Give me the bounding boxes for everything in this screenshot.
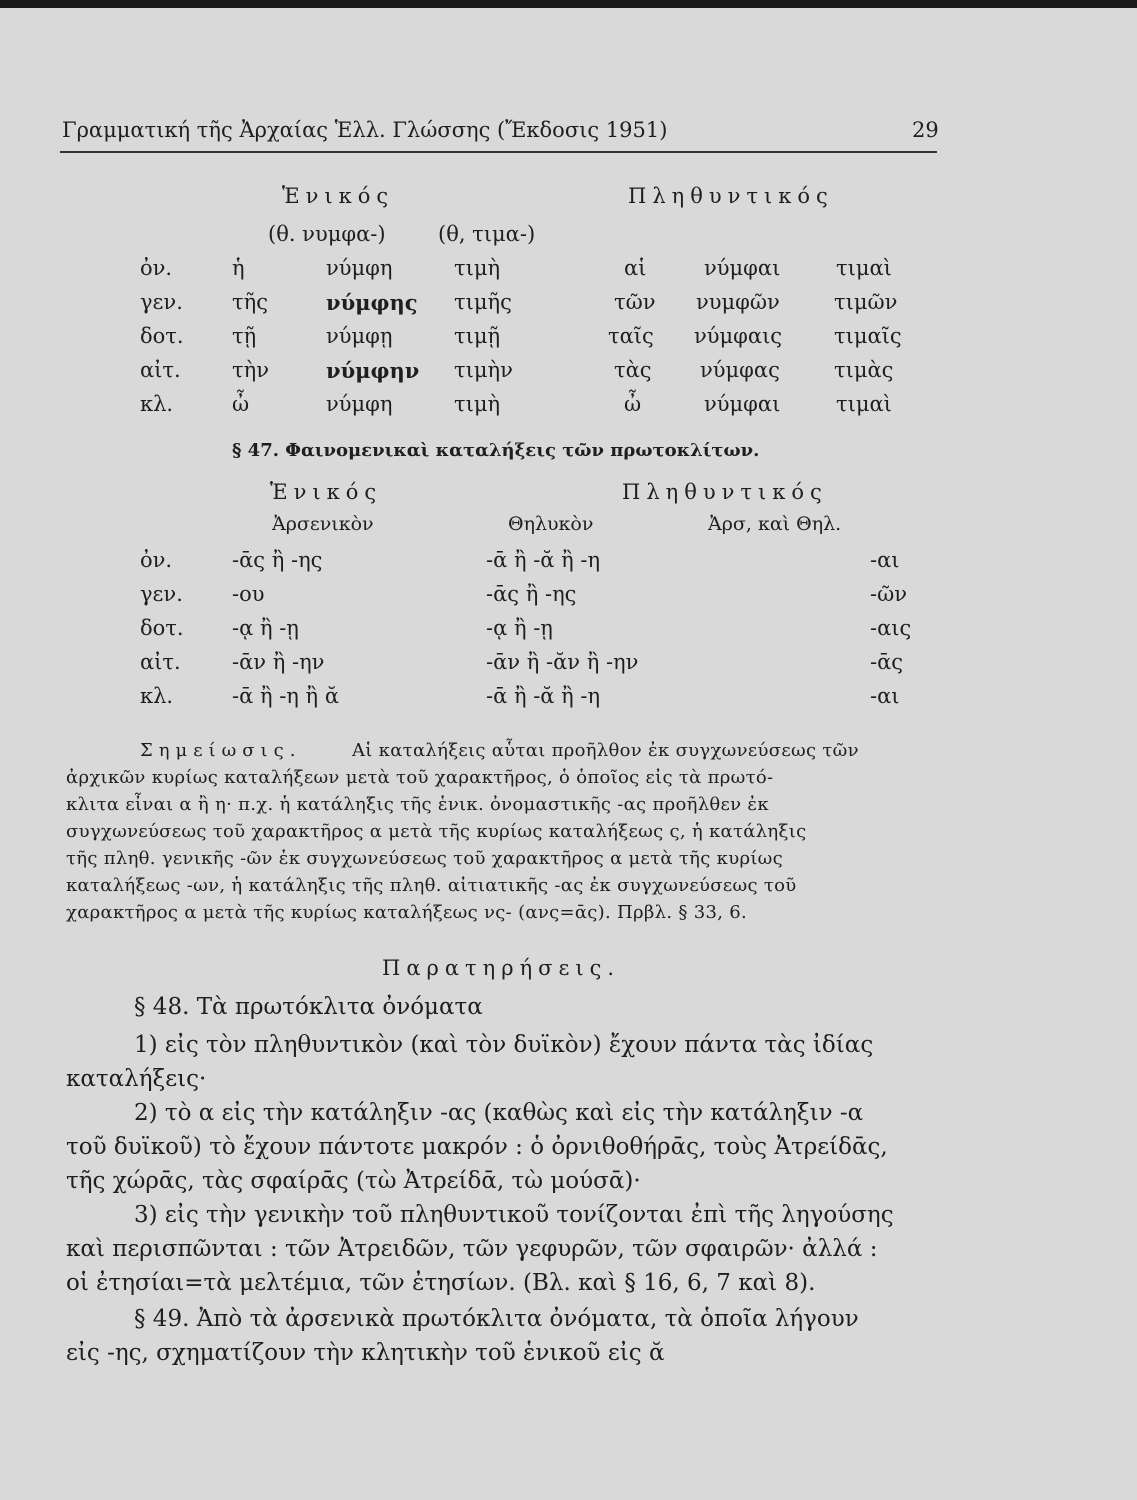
plural-ending: -αι [870, 684, 900, 708]
nymphe-singular: νύμφη [326, 392, 393, 416]
note-line: καταλήξεως -ων, ἡ κατάληξις τῆς πληθ. αἰτιατικῆς -ας ἐκ συγχωνεύσεως τοῦ [66, 875, 797, 896]
feminine-heading: Θηλυκὸν [508, 513, 594, 535]
paragraph-48-line: τῆς χώρᾱς, τὰς σφαίρᾱς (τὼ Ἀτρείδᾱ, τὼ μούσᾱ)· [66, 1168, 641, 1194]
note-line: συγχωνεύσεως τοῦ χαρακτῆρος α μετὰ τῆς κυρίως καταλήξεως ς, ἡ κατάληξις [66, 821, 807, 842]
article-singular: τῆς [232, 290, 268, 314]
paragraph-48-line: οἱ ἐτησίαι=τὰ μελτέμια, τῶν ἐτησίων. (Βλ. καὶ § 16, 6, 7 καὶ 8). [66, 1270, 816, 1296]
plural-ending: -ᾱς [870, 650, 904, 674]
paragraph-48-line: 1) εἰς τὸν πληθυντικὸν (καὶ τὸν δυϊκὸν) ἔχουν πάντα τὰς ἰδίας [134, 1032, 874, 1058]
scan-top-border [0, 0, 1137, 8]
article-singular: ἡ [232, 256, 245, 280]
time-plural: τιμῶν [834, 290, 898, 314]
observations-heading: Παρατηρήσεις. [382, 956, 621, 980]
nymphe-singular: νύμφης [326, 290, 418, 315]
section-47-title: § 47. Φαινομενικαὶ καταλήξεις τῶν πρωτοκλίτων. [232, 440, 760, 461]
singular-heading: Ἑνικός [282, 184, 395, 208]
plural-heading-2: Πληθυντικός [622, 480, 828, 504]
note-line: κλιτα εἶναι α ἢ η· π.χ. ἡ κατάληξις τῆς ἑνικ. ὀνομαστικῆς -ας προῆλθεν ἐκ [66, 794, 769, 815]
note-line: χαρακτῆρος α μετὰ τῆς κυρίως καταλήξεως νς- (ανς=ᾱς). Πρβλ. § 33, 6. [66, 902, 748, 923]
masculine-ending: -ᾱ ἢ -η ἢ ᾰ [232, 684, 339, 708]
article-singular: ὦ [232, 392, 250, 416]
paragraph-48-line: § 48. Τὰ πρωτόκλιτα ὀνόματα [134, 994, 483, 1020]
note-label: Σημείωσις. [140, 740, 302, 761]
nymphe-singular: νύμφην [326, 358, 420, 383]
singular-heading-2: Ἑνικός [270, 480, 383, 504]
note-line: ἀρχικῶν κυρίως καταλήξεων μετὰ τοῦ χαρακτῆρος, ὁ ὁποῖος εἰς τὰ πρωτό- [66, 767, 774, 788]
header-rule [60, 151, 937, 153]
nymphe-plural: νύμφαις [694, 324, 783, 348]
plural-ending: -αι [870, 548, 900, 572]
article-singular: τὴν [232, 358, 269, 382]
nymphe-singular: νύμφη [326, 256, 393, 280]
time-plural: τιμαὶ [836, 392, 892, 416]
time-singular: τιμῇ [454, 324, 501, 348]
paragraph-48-line: 2) τὸ α εἰς τὴν κατάληξιν -ας (καθὼς καὶ εἰς τὴν κατάληξιν -α [134, 1100, 864, 1126]
case-label: αἰτ. [140, 358, 181, 382]
time-singular: τιμὴν [454, 358, 513, 382]
plural-heading: Πληθυντικός [628, 184, 834, 208]
feminine-ending: -ᾳ ἢ -ῃ [486, 616, 553, 640]
paragraph-49-line: εἰς -ης, σχηματίζουν τὴν κλητικὴν τοῦ ἑνικοῦ εἰς ᾰ [66, 1340, 665, 1366]
note-line: Αἱ καταλήξεις αὗται προῆλθον ἐκ συγχωνεύσεως τῶν [352, 740, 859, 761]
time-singular: τιμῆς [454, 290, 512, 314]
plural-ending: -αις [870, 616, 912, 640]
nymphe-plural: νύμφαι [704, 256, 781, 280]
article-plural: ὦ [624, 392, 642, 416]
masculine-ending: -ᾱν ἢ -ην [232, 650, 325, 674]
time-plural: τιμὰς [834, 358, 894, 382]
case-label: ὀν. [140, 548, 173, 572]
nymphe-plural: νύμφαι [704, 392, 781, 416]
feminine-ending: -ᾱν ἢ -ᾰν ἢ -ην [486, 650, 639, 674]
article-plural: ταῖς [608, 324, 654, 348]
masculine-heading: Ἀρσενικὸν [272, 513, 374, 535]
feminine-ending: -ᾱ ἢ -ᾰ ἢ -η [486, 548, 601, 572]
nymphe-plural: νυμφῶν [696, 290, 780, 314]
masc-fem-heading: Ἀρσ, καὶ Θηλ. [708, 513, 842, 535]
running-header-title: Γραμματική τῆς Ἀρχαίας Ἑλλ. Γλώσσης (Ἔκδοσις 1951) [62, 118, 668, 142]
plural-ending: -ῶν [870, 582, 907, 606]
page-number: 29 [912, 118, 939, 142]
paragraph-48-line: 3) εἰς τὴν γενικὴν τοῦ πληθυντικοῦ τονίζονται ἐπὶ τῆς ληγούσης [134, 1202, 894, 1228]
case-label: κλ. [140, 392, 174, 416]
nymphe-singular: νύμφῃ [326, 324, 393, 348]
paragraph-49-line: § 49. Ἀπὸ τὰ ἀρσενικὰ πρωτόκλιτα ὀνόματα, τὰ ὁποῖα λήγουν [134, 1306, 859, 1332]
case-label: γεν. [140, 290, 183, 314]
stem-tima: (θ, τιμα-) [438, 222, 536, 246]
stem-nympha: (θ. νυμφα-) [268, 222, 386, 246]
feminine-ending: -ᾱ ἢ -ᾰ ἢ -η [486, 684, 601, 708]
case-label: ὀν. [140, 256, 173, 280]
case-label: αἰτ. [140, 650, 181, 674]
paragraph-48-line: τοῦ δυϊκοῦ) τὸ ἔχουν πάντοτε μακρόν : ὁ ὀρνιθοθήρᾱς, τοὺς Ἀτρείδᾱς, [66, 1134, 888, 1160]
case-label: γεν. [140, 582, 183, 606]
time-singular: τιμὴ [454, 392, 501, 416]
case-label: δοτ. [140, 324, 184, 348]
feminine-ending: -ᾱς ἢ -ης [486, 582, 577, 606]
article-plural: τὰς [614, 358, 652, 382]
masculine-ending: -ᾱς ἢ -ης [232, 548, 323, 572]
masculine-ending: -ᾳ ἢ -ῃ [232, 616, 299, 640]
time-plural: τιμαὶ [836, 256, 892, 280]
note-line: τῆς πληθ. γενικῆς -ῶν ἐκ συγχωνεύσεως τοῦ χαρακτῆρος α μετὰ τῆς κυρίως [66, 848, 784, 869]
article-plural: τῶν [614, 290, 656, 314]
article-singular: τῇ [232, 324, 257, 348]
time-plural: τιμαῖς [834, 324, 902, 348]
case-label: κλ. [140, 684, 174, 708]
paragraph-48-line: καταλήξεις· [66, 1066, 207, 1092]
nymphe-plural: νύμφας [700, 358, 780, 382]
case-label: δοτ. [140, 616, 184, 640]
time-singular: τιμὴ [454, 256, 501, 280]
masculine-ending: -ου [232, 582, 265, 606]
paragraph-48-line: καὶ περισπῶνται : τῶν Ἀτρειδῶν, τῶν γεφυρῶν, τῶν σφαιρῶν· ἀλλά : [66, 1236, 878, 1262]
article-plural: αἱ [624, 256, 647, 280]
